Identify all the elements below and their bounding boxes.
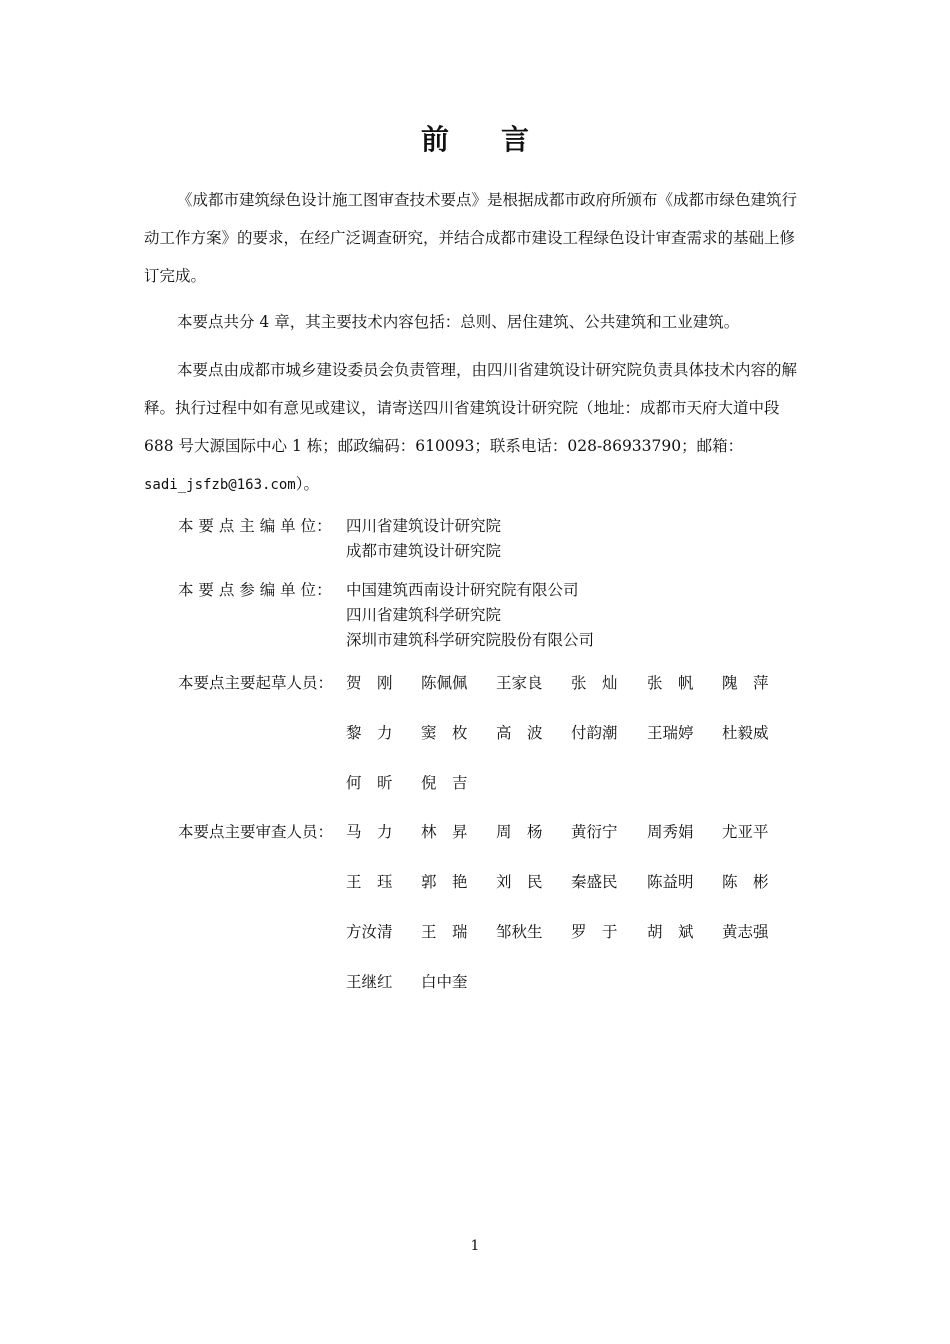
participating-unit: 四川省建筑科学研究院 (346, 606, 502, 624)
reviewer-name: 林 昇 (421, 823, 468, 841)
reviewer-name: 黄志强 (722, 923, 769, 941)
drafter-name: 高 波 (496, 724, 543, 742)
drafter-name: 王瑞婷 (647, 724, 694, 742)
reviewer-name: 刘 民 (496, 873, 543, 891)
drafter-name: 黎 力 (346, 724, 393, 742)
page-title: 前言 (420, 123, 581, 156)
reviewer-name: 胡 斌 (647, 923, 694, 941)
reviewer-name: 方汝清 (346, 923, 393, 941)
contact-text: 本要点由成都市城乡建设委员会负责管理，由四川省建筑设计研究院负责具体技术内容的解释。执行过程中如有意见或建议，请寄送四川省建筑设计研究院（地址：成都市天府大道中段 688 号大源国际中心 1 栋；邮政编码：610093；联系电话：028-86933790；邮箱： (144, 361, 798, 455)
reviewer-name: 王 珏 (346, 873, 393, 891)
drafter-name: 王家良 (496, 674, 543, 692)
reviewers-label: 本要点主要审查人员： (178, 823, 334, 841)
reviewer-name: 陈益明 (647, 873, 694, 891)
paragraph-contents: 本要点共分 4 章，其主要技术内容包括：总则、居住建筑、公共建筑和工业建筑。 (177, 313, 740, 331)
reviewer-name: 王 瑞 (421, 923, 468, 941)
paragraph-contact (144, 351, 808, 504)
participating-unit: 中国建筑西南设计研究院有限公司 (346, 581, 579, 599)
contact-end: ）。 (295, 475, 319, 493)
reviewer-name: 邹秋生 (496, 923, 543, 941)
contact-email: sadi_jsfzb@163.com (144, 477, 296, 493)
reviewer-name: 尤亚平 (722, 823, 769, 841)
reviewer-name: 白中奎 (421, 973, 468, 991)
drafter-name: 何 昕 (346, 774, 393, 792)
drafter-name: 贺 刚 (346, 674, 393, 692)
reviewer-name: 周秀娟 (647, 823, 694, 841)
reviewer-name: 秦盛民 (571, 873, 618, 891)
drafters-label: 本要点主要起草人员： (178, 674, 334, 692)
drafter-name: 隗 萍 (722, 674, 769, 692)
drafter-name: 倪 吉 (421, 774, 468, 792)
drafter-name: 付韵潮 (571, 724, 618, 742)
paragraph-origin: 《成都市建筑绿色设计施工图审查技术要点》是根据成都市政府所颁布《成都市绿色建筑行动工作方案》的要求，在经广泛调查研究，并结合成都市建设工程绿色设计审查需求的基础上修订完成。 (144, 191, 798, 285)
reviewer-name: 郭 艳 (421, 873, 468, 891)
reviewer-name: 马 力 (346, 823, 393, 841)
chief-editor-unit: 四川省建筑设计研究院 (346, 517, 502, 535)
reviewer-name: 王继红 (346, 973, 393, 991)
participating-label: 本 要 点 参 编 单 位： (178, 581, 332, 599)
chief-editor-label: 本 要 点 主 编 单 位： (178, 517, 332, 535)
reviewer-name: 罗 于 (571, 923, 618, 941)
page-number: 1 (470, 1238, 480, 1254)
reviewer-name: 周 杨 (496, 823, 543, 841)
participating-unit: 深圳市建筑科学研究院股份有限公司 (346, 631, 595, 649)
reviewer-name: 黄衍宁 (571, 823, 618, 841)
drafter-name: 张 帆 (647, 674, 694, 692)
drafter-name: 杜毅威 (722, 724, 769, 742)
chief-editor-unit: 成都市建筑设计研究院 (346, 542, 502, 560)
drafter-name: 窦 枚 (421, 724, 468, 742)
reviewer-name: 陈 彬 (722, 873, 769, 891)
drafter-name: 张 灿 (571, 674, 618, 692)
drafter-name: 陈佩佩 (421, 674, 468, 692)
